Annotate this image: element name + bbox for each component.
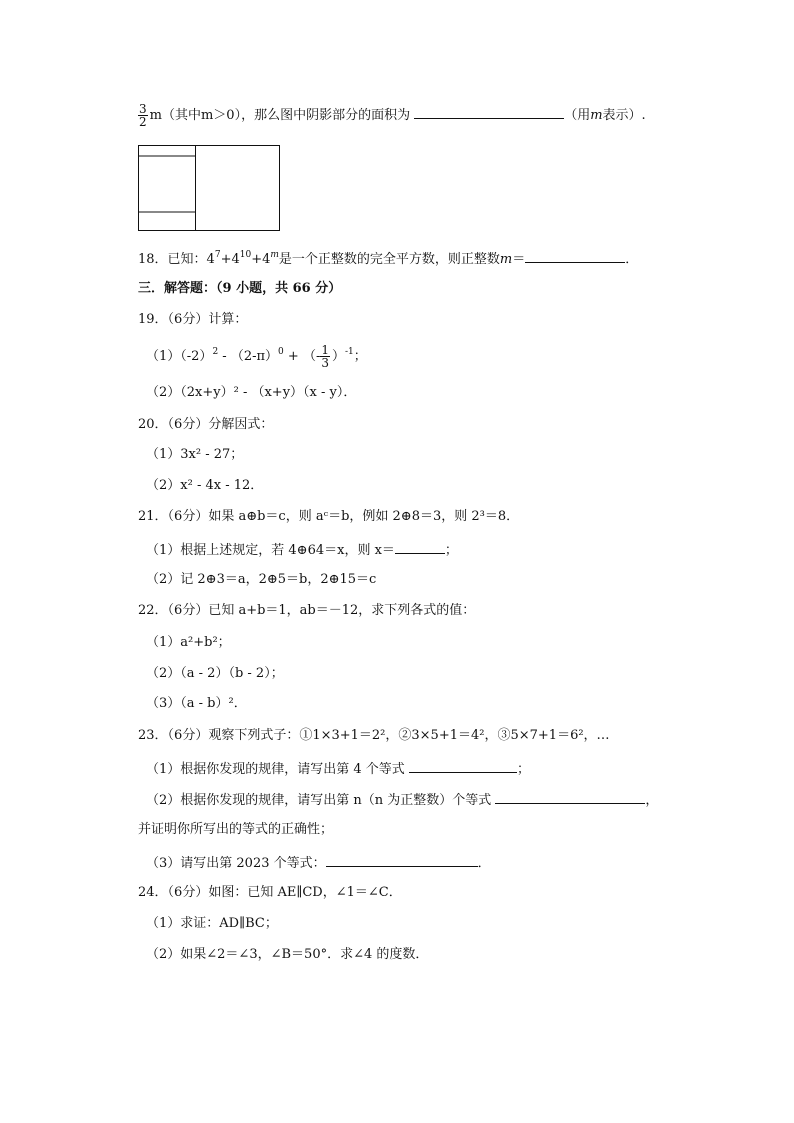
question-21-title: 21．（6分）如果 a⊕b＝c，则 aᶜ＝b，例如 2⊕8＝3，则 2³＝8．	[138, 509, 520, 524]
question-23-part-1: （1）根据你发现的规律，请写出第 4 个等式 ；	[146, 758, 530, 780]
question-19-part-1: $(1)(-2)^2 - (2-\pi)^0$ + （- $\frac{1}{3}$ ）$^{-1}$；	[146, 343, 367, 370]
question-22-title: 22．（6分）已知 a+b＝1，ab＝－12，求下列各式的值：	[138, 603, 476, 618]
question-22-part-2: （2）（a - 2）（b - 2）；	[146, 666, 284, 681]
q18-answer-blank[interactable]	[525, 248, 625, 263]
question-20-part-1: （1）3x² - 27；	[146, 447, 244, 462]
question-23-part-2: （2）根据你发现的规律，请写出第 n（n 为正整数）个等式 ，	[146, 789, 658, 811]
question-20-title: 20．（6分）分解因式：	[138, 417, 274, 432]
fraction-three-halves: $\frac{3}{2}$	[139, 102, 147, 129]
question-24-part-2: （2）如果∠2＝∠3，∠B＝50°．求∠4 的度数．	[146, 947, 429, 962]
question-23-part-2-continuation: 并证明你所写出的等式的正确性；	[138, 822, 334, 837]
question-21-part-1: （1）根据上述规定，若 4⊕64＝x，则 x＝ ；	[146, 539, 458, 561]
question-19-title: 19．（6分）计算：	[138, 312, 248, 327]
question-22-part-1: （1）a²+b²；	[146, 635, 231, 650]
rectangle-figure	[138, 145, 280, 231]
q23-answer-blank-1[interactable]	[409, 758, 517, 773]
question-24-part-1: （1）求证：AD∥BC；	[146, 916, 278, 931]
question-24-title: 24．（6分）如图：已知 AE∥CD，∠1＝∠C．	[138, 885, 402, 900]
fraction-one-third: $\frac{1}{3}$	[321, 343, 329, 370]
question-19-part-2: （2）（2x+y）² - （x+y）（x - y）．	[146, 385, 357, 400]
question-18: 18．已知：$4^7+4^{10}+4^m$是一个正整数的完全平方数，则正整数m＝ ．	[138, 250, 639, 267]
q17-text-a: m（其中m＞0），那么图中阴影部分的面积为	[149, 108, 415, 123]
q21-answer-blank[interactable]	[395, 539, 445, 554]
question-23-part-3: （3）请写出第 2023 个等式： ．	[146, 852, 491, 874]
q17-answer-line: $\frac{3}{2}$ m（其中m＞0），那么图中阴影部分的面积为 （用m表示）.	[139, 102, 646, 129]
question-23-title: 23．（6分）观察下列式子：①1×3+1＝2²，②3×5+1＝4²，③5×7+1＝6²，…	[138, 728, 610, 743]
q17-answer-blank[interactable]	[414, 104, 564, 119]
question-20-part-2: （2）x² - 4x - 12．	[146, 478, 264, 493]
q23-answer-blank-2[interactable]	[495, 789, 645, 804]
section-3-heading: 三．解答题：（9 小题，共 66 分）	[138, 281, 342, 296]
q23-answer-blank-3[interactable]	[326, 852, 478, 867]
question-22-part-3: （3）（a - b）²．	[146, 696, 247, 711]
outer-rectangle	[139, 146, 280, 231]
question-21-part-2: （2）记 2⊕3＝a，2⊕5＝b，2⊕15＝c	[146, 572, 377, 587]
